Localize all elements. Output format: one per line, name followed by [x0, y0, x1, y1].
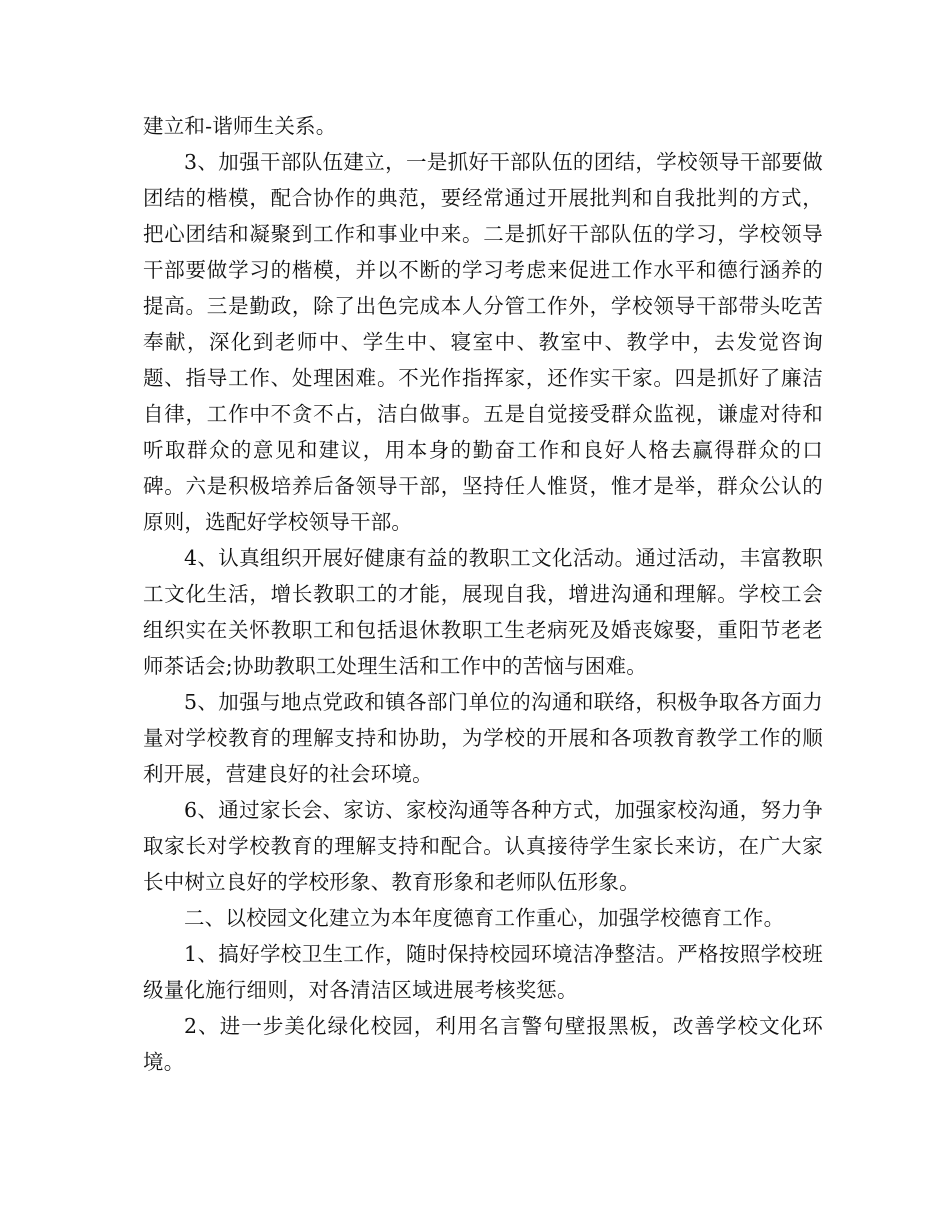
- paragraph-item-5: 5、加强与地点党政和镇各部门单位的沟通和联络，积极争取各方面力量对学校教育的理解支持和协助，为学校的开展和各项教育教学工作的顺利开展，营建良好的社会环境。: [143, 690, 823, 786]
- paragraph-continuation: 建立和-谐师生关系。: [143, 114, 337, 138]
- section-heading-2: 二、以校园文化建立为本年度德育工作重心，加强学校德育工作。: [184, 906, 785, 930]
- paragraph-subitem-2: 2、进一步美化绿化校园，利用名言警句壁报黑板，改善学校文化环境。: [143, 1014, 823, 1074]
- paragraph-subitem-1: 1、搞好学校卫生工作，随时保持校园环境洁净整洁。严格按照学校班级量化施行细则，对各清洁区域进展考核奖惩。: [143, 942, 823, 1002]
- paragraph-item-4: 4、认真组织开展好健康有益的教职工文化活动。通过活动，丰富教职工文化生活，增长教职工的才能，展现自我，增进沟通和理解。学校工会组织实在关怀教职工和包括退休教职工生老病死及婚丧嫁娶，重阳节老老师茶话会;协助教职工处理生活和工作中的苦恼与困难。: [143, 546, 823, 678]
- paragraph-item-6: 6、通过家长会、家访、家校沟通等各种方式，加强家校沟通，努力争取家长对学校教育的理解支持和配合。认真接待学生家长来访，在广大家长中树立良好的学校形象、教育形象和老师队伍形象。: [143, 798, 823, 894]
- document-body: [143, 108, 823, 1080]
- paragraph-item-3: 3、加强干部队伍建立，一是抓好干部队伍的团结，学校领导干部要做团结的楷模，配合协作的典范，要经常通过开展批判和自我批判的方式，把心团结和凝聚到工作和事业中来。二是抓好干部队伍的学习，学校领导干部要做学习的楷模，并以不断的学习考虑来促进工作水平和德行涵养的提高。三是勤政，除了出色完成本人分管工作外，学校领导干部带头吃苦奉献，深化到老师中、学生中、寝室中、教室中、教学中，去发觉咨询题、指导工作、处理困难。不光作指挥家，还作实干家。四是抓好了廉洁自律，工作中不贪不占，洁白做事。五是自觉接受群众监视，谦虚对待和听取群众的意见和建议，用本身的勤奋工作和良好人格去赢得群众的口碑。六是积极培养后备领导干部，坚持任人惟贤，惟才是举，群众公认的原则，选配好学校领导干部。: [143, 150, 823, 534]
